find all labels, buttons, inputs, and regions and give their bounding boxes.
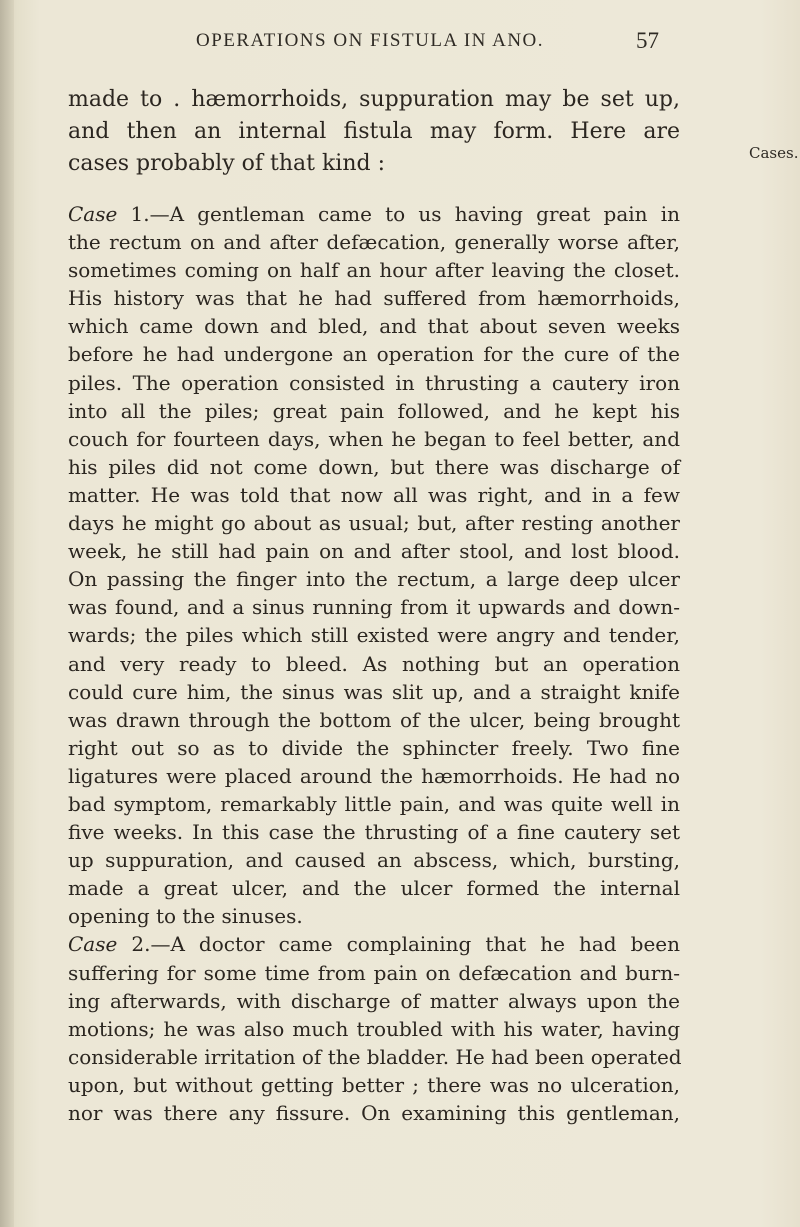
case2-body xyxy=(68,959,680,1128)
case2-first-line-text: 2.—A doctor came complaining that he had been xyxy=(117,932,680,957)
paragraph-intro xyxy=(68,84,680,180)
running-head: OPERATIONS ON FISTULA IN ANO. xyxy=(195,30,545,51)
text-line: up suppuration, and caused an abscess, which, bursting, xyxy=(68,848,680,873)
case1-first-line-text: 1.—A gentleman came to us having great pain in xyxy=(117,202,680,226)
text-line: nor was there any fissure. On examining this gentleman, xyxy=(68,1101,680,1125)
text-line: opening to the sinuses. xyxy=(68,904,303,929)
text-line: before he had undergone an operation for the cure of the xyxy=(68,342,680,367)
text-line: ligatures were placed around the hæmorrhoids. He had no xyxy=(68,763,680,788)
text-line: was found, and a sinus running from it upwards and down- xyxy=(68,595,680,620)
text-line: His history was that he had suffered from hæmorrhoids, xyxy=(68,286,680,311)
text-line: which came down and bled, and that about seven weeks xyxy=(68,314,680,339)
text-line: suffering for some time from pain on defæcation and burn- xyxy=(68,960,680,985)
text-line: his piles did not come down, but there was discharge of xyxy=(68,454,680,479)
page-number: 57 xyxy=(636,28,659,53)
text-line: right out so as to divide the sphincter freely. Two fine xyxy=(68,735,680,760)
case1-label: Case xyxy=(68,202,118,226)
binding-shadow xyxy=(0,0,14,1227)
text-line: sometimes coming on half an hour after leaving the closet. xyxy=(68,258,680,283)
body-text xyxy=(68,84,680,1127)
text-line: piles. The operation consisted in thrusting a cautery iron xyxy=(68,370,680,395)
text-line: and then an internal fistula may form. Here are xyxy=(68,119,680,144)
text-line: ing afterwards, with discharge of matter always upon the xyxy=(68,988,680,1013)
text-line: upon, but without getting better ; there was no ulceration, xyxy=(68,1072,680,1097)
text-line: motions; he was also much troubled with his water, having xyxy=(68,1016,680,1041)
text-line: into all the piles; great pain followed, and he kept his xyxy=(68,398,680,423)
text-line: cases probably of that kind : xyxy=(68,151,385,176)
text-line: considerable irritation of the bladder. He had been operated xyxy=(68,1044,682,1069)
text-line: the rectum on and after defæcation, generally worse after, xyxy=(68,230,680,255)
text-line: On passing the finger into the rectum, a large deep ulcer xyxy=(68,567,680,592)
text-line: week, he still had pain on and after stool, and lost blood. xyxy=(68,539,680,564)
margin-note: Cases. xyxy=(749,144,799,162)
text-line: and very ready to bleed. As nothing but an operation xyxy=(68,651,680,676)
text-line: wards; the piles which still existed were angry and tender, xyxy=(68,623,680,648)
case2-label: Case xyxy=(68,932,118,957)
case1-first-line xyxy=(68,200,680,228)
text-line: days he might go about as usual; but, after resting another xyxy=(68,511,680,536)
text-line: made a great ulcer, and the ulcer formed the internal xyxy=(68,876,680,901)
text-line: matter. He was told that now all was right, and in a few xyxy=(68,482,680,507)
text-line: was drawn through the bottom of the ulcer, being brought xyxy=(68,707,680,732)
text-line: could cure him, the sinus was slit up, and a straight knife xyxy=(68,679,680,704)
case1-body xyxy=(68,228,680,930)
text-line: bad symptom, remarkably little pain, and was quite well in xyxy=(68,791,680,816)
case2-first-line xyxy=(68,930,680,958)
text-line: couch for fourteen days, when he began to feel better, and xyxy=(68,426,680,451)
text-line: five weeks. In this case the thrusting of a fine cautery set xyxy=(68,820,680,845)
text-line: made to . hæmorrhoids, suppuration may be set up, xyxy=(68,87,680,112)
